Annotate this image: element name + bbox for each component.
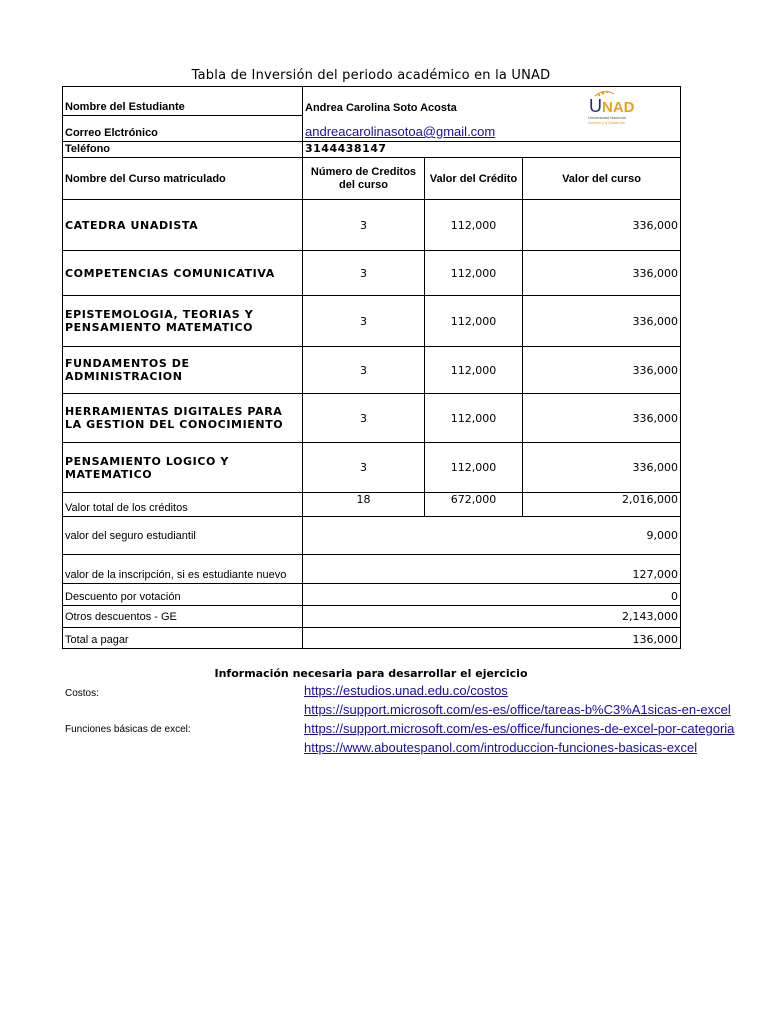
course-credit-value: 112,000 — [425, 347, 523, 394]
link-excel-3 — [304, 740, 698, 756]
course-credit-value: 112,000 — [425, 443, 523, 493]
voting-discount-value: 0 — [303, 584, 681, 606]
header-credits: Número de Creditos del curso — [303, 158, 425, 200]
summary-row — [63, 584, 681, 606]
other-discounts-value: 2,143,000 — [303, 606, 681, 628]
course-name: CATEDRA UNADISTA — [63, 200, 303, 251]
totals-credits: 18 — [303, 493, 425, 517]
table-row — [63, 394, 681, 443]
excel-functions-label: Funciones básicas de excel: — [65, 724, 191, 735]
course-credits: 3 — [303, 443, 425, 493]
email-label: Correo Elctrónico — [63, 116, 303, 142]
aboutespanol-link[interactable]: https://www.aboutespanol.com/introduccion-funciones-basicas-excel — [304, 740, 698, 755]
costs-link[interactable]: https://estudios.unad.edu.co/costos — [304, 683, 508, 698]
course-credit-value: 112,000 — [425, 296, 523, 347]
summary-row — [63, 606, 681, 628]
course-name: EPISTEMOLOGIA, TEORIAS Y PENSAMIENTO MATEMATICO — [63, 296, 303, 347]
student-name-label: Nombre del Estudiante — [63, 87, 303, 116]
course-value: 336,000 — [523, 347, 681, 394]
costs-label: Costos: — [65, 688, 99, 699]
totals-course-value: 2,016,000 — [523, 493, 681, 517]
course-value: 336,000 — [523, 394, 681, 443]
registration-value: 127,000 — [303, 555, 681, 584]
phone-value: 3144438147 — [303, 142, 681, 158]
sheet-title: Tabla de Inversión del periodo académico en la UNAD — [191, 68, 551, 83]
total-to-pay-label: Total a pagar — [63, 628, 303, 649]
total-to-pay-value: 136,000 — [303, 628, 681, 649]
course-value: 336,000 — [523, 443, 681, 493]
summary-row — [63, 555, 681, 584]
info-title: Información necesaria para desarrollar el ejercicio — [214, 667, 528, 680]
logo-line-1: Universidad Nacional — [588, 115, 626, 120]
table-row — [63, 347, 681, 394]
totals-row — [63, 493, 681, 517]
table-row — [63, 296, 681, 347]
registration-label: valor de la inscripción, si es estudiante nuevo — [63, 555, 303, 584]
course-value: 336,000 — [523, 200, 681, 251]
course-credit-value: 112,000 — [425, 251, 523, 296]
course-name: COMPETENCIAS COMUNICATIVA — [63, 251, 303, 296]
course-name: HERRAMIENTAS DIGITALES PARA LA GESTION DEL CONOCIMIENTO — [63, 394, 303, 443]
table-row — [63, 251, 681, 296]
course-credits: 3 — [303, 347, 425, 394]
course-name: PENSAMIENTO LOGICO Y MATEMATICO — [63, 443, 303, 493]
summary-row — [63, 517, 681, 555]
course-credits: 3 — [303, 296, 425, 347]
header-credit-value: Valor del Crédito — [425, 158, 523, 200]
course-credit-value: 112,000 — [425, 200, 523, 251]
excel-functions-category-link[interactable]: https://support.microsoft.com/es-es/office/funciones-de-excel-por-categoria — [304, 721, 735, 736]
investment-table — [62, 86, 681, 649]
voting-discount-label: Descuento por votación — [63, 584, 303, 606]
course-credits: 3 — [303, 251, 425, 296]
logo-line-2: Abierta y a Distancia — [588, 120, 625, 125]
course-value: 336,000 — [523, 296, 681, 347]
logo-u: U — [589, 96, 602, 116]
email-link[interactable]: andreacarolinasotoa@gmail.com — [305, 124, 496, 139]
summary-row — [63, 628, 681, 649]
totals-label: Valor total de los créditos — [63, 493, 303, 517]
header-course: Nombre del Curso matriculado — [63, 158, 303, 200]
table-row — [63, 200, 681, 251]
link-excel-2 — [304, 721, 735, 737]
course-credits: 3 — [303, 394, 425, 443]
insurance-value: 9,000 — [303, 517, 681, 555]
course-credit-value: 112,000 — [425, 394, 523, 443]
course-name: FUNDAMENTOS DE ADMINISTRACION — [63, 347, 303, 394]
course-value: 336,000 — [523, 251, 681, 296]
excel-tasks-link[interactable]: https://support.microsoft.com/es-es/office/tareas-b%C3%A1sicas-en-excel — [304, 702, 731, 717]
phone-label: Teléfono — [63, 142, 303, 158]
logo-nad: NAD — [602, 99, 635, 116]
link-costs — [304, 683, 680, 699]
student-name: Andrea Carolina Soto Acosta — [305, 101, 457, 114]
other-discounts-label: Otros descuentos - GE — [63, 606, 303, 628]
insurance-label: valor del seguro estudiantil — [63, 517, 303, 555]
table-row — [63, 443, 681, 493]
link-excel-1 — [304, 702, 731, 718]
header-course-value: Valor del curso — [523, 158, 681, 200]
totals-credit-value: 672,000 — [425, 493, 523, 517]
unad-logo — [586, 90, 646, 128]
course-credits: 3 — [303, 200, 425, 251]
